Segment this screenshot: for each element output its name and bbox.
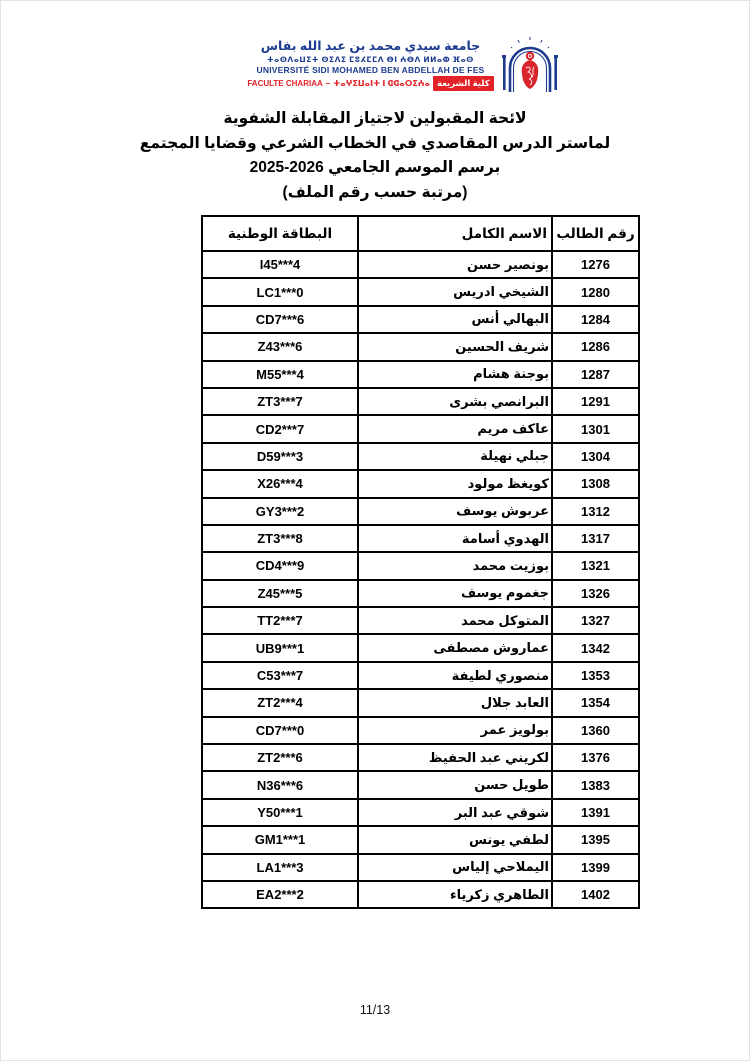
table-row <box>202 388 639 415</box>
national-id-cell: D59***3 <box>202 443 358 470</box>
full-name-cell: لطفي يونس <box>358 826 552 853</box>
student-number-cell: 1395 <box>552 826 639 853</box>
table-row <box>202 361 639 388</box>
title-line-4: (مرتبة حسب رقم الملف) <box>282 183 468 201</box>
student-number-cell: 1321 <box>552 552 639 579</box>
header-full-name: الاسم الكامل <box>358 216 552 251</box>
national-id-cell: LC1***0 <box>202 278 358 305</box>
national-id-cell: CD2***7 <box>202 415 358 442</box>
student-number-cell: 1312 <box>552 498 639 525</box>
student-number-cell: 1280 <box>552 278 639 305</box>
accepted-students-table <box>201 215 640 909</box>
student-number-cell: 1391 <box>552 799 639 826</box>
national-id-cell: C53***7 <box>202 662 358 689</box>
national-id-cell: ZT3***7 <box>202 388 358 415</box>
student-number-cell: 1276 <box>552 251 639 278</box>
national-id-cell: M55***4 <box>202 361 358 388</box>
full-name-cell: البهالي أنس <box>358 306 552 333</box>
table-row <box>202 552 639 579</box>
national-id-cell: Z43***6 <box>202 333 358 360</box>
national-id-cell: UB9***1 <box>202 634 358 661</box>
national-id-cell: ZT2***4 <box>202 689 358 716</box>
full-name-cell: المتوكل محمد <box>358 607 552 634</box>
table-row <box>202 826 639 853</box>
table-row <box>202 717 639 744</box>
national-id-cell: Z45***5 <box>202 580 358 607</box>
national-id-cell: CD4***9 <box>202 552 358 579</box>
national-id-cell: X26***4 <box>202 470 358 497</box>
student-number-cell: 1291 <box>552 388 639 415</box>
full-name-cell: العابد جلال <box>358 689 552 716</box>
national-id-cell: N36***6 <box>202 771 358 798</box>
student-number-cell: 1326 <box>552 580 639 607</box>
full-name-cell: جغموم يوسف <box>358 580 552 607</box>
table-row <box>202 634 639 661</box>
table-row <box>202 333 639 360</box>
full-name-cell: لكريني عبد الحفيظ <box>358 744 552 771</box>
full-name-cell: منصوري لطيفة <box>358 662 552 689</box>
national-id-cell: I45***4 <box>202 251 358 278</box>
document-title <box>1 107 749 205</box>
student-number-cell: 1287 <box>552 361 639 388</box>
national-id-cell: EA2***2 <box>202 881 358 908</box>
full-name-cell: جبلي نهيلة <box>358 443 552 470</box>
national-id-cell: LA1***3 <box>202 854 358 881</box>
university-name-tifinagh: ⵜⴰⵙⴷⴰⵡⵉⵜ ⵙⵉⴷⵉ ⵎⵓⵃⵎⵎⴷ ⴱⵏ ⵄⴱⴷ ⵍⵍⴰⵀ ⴼⴰⵙ <box>267 55 474 64</box>
full-name-cell: بوزيت محمد <box>358 552 552 579</box>
student-number-cell: 1399 <box>552 854 639 881</box>
national-id-cell: TT2***7 <box>202 607 358 634</box>
full-name-cell: بولويز عمر <box>358 717 552 744</box>
title-line-2: لماستر الدرس المقاصدي في الخطاب الشرعي وقضايا المجتمع <box>139 134 611 152</box>
student-number-cell: 1317 <box>552 525 639 552</box>
table-row <box>202 744 639 771</box>
full-name-cell: عربوش يوسف <box>358 498 552 525</box>
student-number-cell: 1376 <box>552 744 639 771</box>
student-number-cell: 1286 <box>552 333 639 360</box>
student-number-cell: 1304 <box>552 443 639 470</box>
full-name-cell: البرانصي بشرى <box>358 388 552 415</box>
faculty-separator: – <box>325 78 331 88</box>
full-name-cell: كويغظ مولود <box>358 470 552 497</box>
university-header-text <box>247 39 493 91</box>
student-number-cell: 1402 <box>552 881 639 908</box>
faculty-name-arabic: كلية الشريعة <box>433 76 494 91</box>
student-number-cell: 1353 <box>552 662 639 689</box>
table-header-row <box>202 216 639 251</box>
table-row <box>202 498 639 525</box>
full-name-cell: شريف الحسين <box>358 333 552 360</box>
page-number: 11/13 <box>359 1003 391 1017</box>
table-row <box>202 799 639 826</box>
full-name-cell: عاكف مريم <box>358 415 552 442</box>
faculty-line <box>247 76 493 91</box>
full-name-cell: طويل حسن <box>358 771 552 798</box>
university-name-arabic: جامعة سيدي محمد بن عبد الله بفاس <box>260 39 481 53</box>
national-id-cell: ZT3***8 <box>202 525 358 552</box>
title-line-3: برسم الموسم الجامعي 2026-2025 <box>249 159 501 176</box>
table-row <box>202 525 639 552</box>
title-line-1: لائحة المقبولين لاجتياز المقابلة الشفوية <box>223 110 527 127</box>
full-name-cell: الشيخي ادريس <box>358 278 552 305</box>
table-row <box>202 854 639 881</box>
table-row <box>202 306 639 333</box>
student-number-cell: 1301 <box>552 415 639 442</box>
national-id-cell: CD7***0 <box>202 717 358 744</box>
table-row <box>202 689 639 716</box>
student-number-cell: 1360 <box>552 717 639 744</box>
table-row <box>202 607 639 634</box>
table-row <box>202 881 639 908</box>
header-national-id: البطاقة الوطنية <box>202 216 358 251</box>
student-number-cell: 1284 <box>552 306 639 333</box>
table-row <box>202 278 639 305</box>
table-row <box>202 443 639 470</box>
national-id-cell: Y50***1 <box>202 799 358 826</box>
student-number-cell: 1308 <box>552 470 639 497</box>
full-name-cell: شوقي عبد البر <box>358 799 552 826</box>
student-number-cell: 1383 <box>552 771 639 798</box>
national-id-cell: GY3***2 <box>202 498 358 525</box>
faculty-name-french: FACULTE CHARIAA <box>247 78 323 88</box>
national-id-cell: GM1***1 <box>202 826 358 853</box>
national-id-cell: CD7***6 <box>202 306 358 333</box>
table-row <box>202 251 639 278</box>
full-name-cell: الطاهري زكرياء <box>358 881 552 908</box>
national-id-cell: ZT2***6 <box>202 744 358 771</box>
university-name-french: UNIVERSITÉ SIDI MOHAMED BEN ABDELLAH DE FES <box>256 65 485 75</box>
student-number-cell: 1327 <box>552 607 639 634</box>
full-name-cell: عماروش مصطفى <box>358 634 552 661</box>
student-number-cell: 1354 <box>552 689 639 716</box>
header-student-number: رقم الطالب <box>552 216 639 251</box>
full-name-cell: الهدوي أسامة <box>358 525 552 552</box>
full-name-cell: بونصير حسن <box>358 251 552 278</box>
table-row <box>202 415 639 442</box>
university-header <box>29 34 750 96</box>
table-row <box>202 470 639 497</box>
table-row <box>202 771 639 798</box>
full-name-cell: بوجنة هشام <box>358 361 552 388</box>
table-row <box>202 580 639 607</box>
table-row <box>202 662 639 689</box>
full-name-cell: اليملاحي إلياس <box>358 854 552 881</box>
student-number-cell: 1342 <box>552 634 639 661</box>
faculty-name-tifinagh: ⵜⴰⵖⵉⵡⴰⵏⵜ ⵏ ⵛⵛⴰⵔⵉⵄⴰ <box>333 78 431 88</box>
university-emblem-icon <box>501 34 559 96</box>
